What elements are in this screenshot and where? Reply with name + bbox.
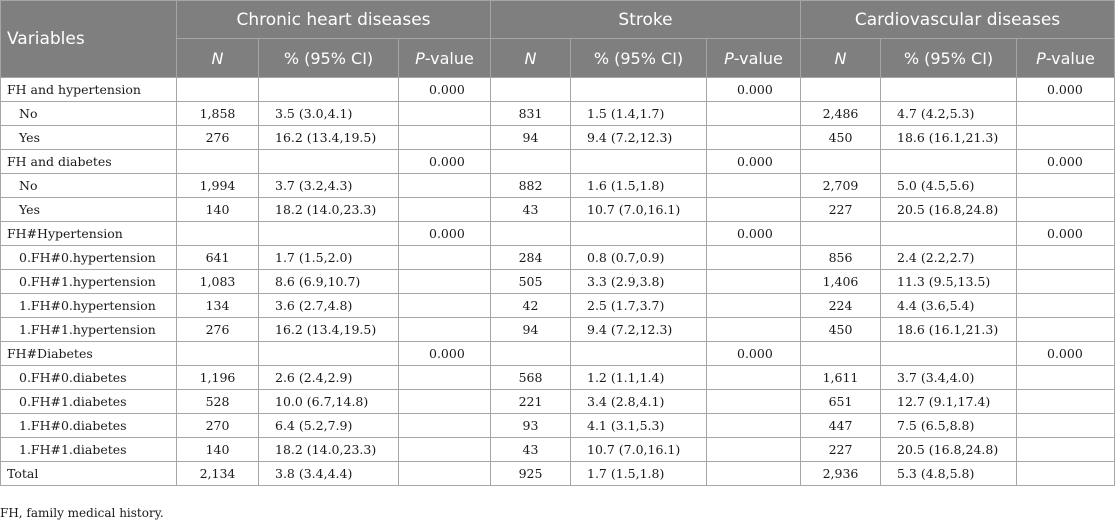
cell-pct-ci <box>881 150 1017 174</box>
cell-pct-ci <box>881 78 1017 102</box>
cell-pct-ci: 3.7 (3.2,4.3) <box>259 174 399 198</box>
cell-p-value <box>1017 390 1115 414</box>
cell-pct-ci: 2.6 (2.4,2.9) <box>259 366 399 390</box>
cell-pct-ci: 16.2 (13.4,19.5) <box>259 318 399 342</box>
cell-p-value <box>707 174 801 198</box>
cell-p-value <box>707 294 801 318</box>
row-label: 0.FH#0.diabetes <box>1 366 177 390</box>
row-label: FH and diabetes <box>1 150 177 174</box>
cell-pct-ci <box>881 222 1017 246</box>
cell-p-value: 0.000 <box>399 78 491 102</box>
cell-p-value <box>707 462 801 486</box>
cell-pct-ci: 3.8 (3.4,4.4) <box>259 462 399 486</box>
cell-pct-ci: 4.1 (3.1,5.3) <box>571 414 707 438</box>
row-label: No <box>1 102 177 126</box>
header-group-stroke: Stroke <box>491 1 801 39</box>
cell-n: 505 <box>491 270 571 294</box>
cell-pct-ci: 4.7 (4.2,5.3) <box>881 102 1017 126</box>
table-row <box>1 390 1115 414</box>
cell-p-value <box>1017 438 1115 462</box>
header-n: N <box>177 39 259 78</box>
header-n: N <box>491 39 571 78</box>
cell-n <box>801 150 881 174</box>
header-p-value: P-value <box>1017 39 1115 78</box>
cell-p-value <box>399 174 491 198</box>
cell-pct-ci: 1.7 (1.5,2.0) <box>259 246 399 270</box>
cell-pct-ci: 3.3 (2.9,3.8) <box>571 270 707 294</box>
cell-p-value <box>707 246 801 270</box>
row-label: Total <box>1 462 177 486</box>
cell-n: 227 <box>801 438 881 462</box>
cell-p-value <box>1017 366 1115 390</box>
cell-pct-ci: 0.8 (0.7,0.9) <box>571 246 707 270</box>
cell-pct-ci: 20.5 (16.8,24.8) <box>881 438 1017 462</box>
cell-pct-ci <box>571 78 707 102</box>
cell-pct-ci <box>571 150 707 174</box>
header-variables: Variables <box>1 1 177 78</box>
cell-n <box>177 78 259 102</box>
cell-n: 447 <box>801 414 881 438</box>
cell-n: 227 <box>801 198 881 222</box>
cell-pct-ci: 1.5 (1.4,1.7) <box>571 102 707 126</box>
cell-n: 450 <box>801 318 881 342</box>
cell-p-value <box>707 414 801 438</box>
cell-pct-ci <box>259 150 399 174</box>
cell-p-value <box>1017 294 1115 318</box>
cell-n: 1,858 <box>177 102 259 126</box>
table-row <box>1 78 1115 102</box>
row-label: Yes <box>1 126 177 150</box>
cell-pct-ci: 10.7 (7.0,16.1) <box>571 198 707 222</box>
cell-pct-ci: 3.5 (3.0,4.1) <box>259 102 399 126</box>
table-row <box>1 150 1115 174</box>
row-label: 1.FH#0.hypertension <box>1 294 177 318</box>
cell-pct-ci: 4.4 (3.6,5.4) <box>881 294 1017 318</box>
cell-p-value <box>399 438 491 462</box>
cell-p-value <box>399 462 491 486</box>
cell-n: 450 <box>801 126 881 150</box>
cell-p-value <box>1017 270 1115 294</box>
cell-n <box>801 78 881 102</box>
table-row <box>1 102 1115 126</box>
cell-n: 221 <box>491 390 571 414</box>
table-row <box>1 174 1115 198</box>
cell-n: 94 <box>491 318 571 342</box>
cell-pct-ci: 3.7 (3.4,4.0) <box>881 366 1017 390</box>
cell-p-value: 0.000 <box>399 342 491 366</box>
cell-p-value <box>707 438 801 462</box>
table-row <box>1 198 1115 222</box>
cell-n: 140 <box>177 438 259 462</box>
cell-p-value <box>707 318 801 342</box>
cell-pct-ci: 8.6 (6.9,10.7) <box>259 270 399 294</box>
cell-n: 641 <box>177 246 259 270</box>
table-row <box>1 294 1115 318</box>
cell-p-value <box>1017 246 1115 270</box>
cell-pct-ci: 1.2 (1.1,1.4) <box>571 366 707 390</box>
cell-pct-ci: 5.0 (4.5,5.6) <box>881 174 1017 198</box>
cell-n <box>491 78 571 102</box>
cell-pct-ci: 20.5 (16.8,24.8) <box>881 198 1017 222</box>
cell-p-value: 0.000 <box>707 222 801 246</box>
cell-pct-ci: 18.2 (14.0,23.3) <box>259 438 399 462</box>
cell-n: 1,083 <box>177 270 259 294</box>
table-row <box>1 462 1115 486</box>
cell-n: 528 <box>177 390 259 414</box>
cell-n <box>177 150 259 174</box>
cell-p-value <box>1017 126 1115 150</box>
header-pct-ci: % (95% CI) <box>881 39 1017 78</box>
cell-p-value: 0.000 <box>1017 222 1115 246</box>
table-row <box>1 318 1115 342</box>
header-p-value: P-value <box>707 39 801 78</box>
cell-n: 42 <box>491 294 571 318</box>
row-label: 1.FH#1.diabetes <box>1 438 177 462</box>
cell-n: 831 <box>491 102 571 126</box>
cell-p-value: 0.000 <box>707 78 801 102</box>
cell-pct-ci: 3.6 (2.7,4.8) <box>259 294 399 318</box>
cell-n: 134 <box>177 294 259 318</box>
row-label: 1.FH#0.diabetes <box>1 414 177 438</box>
row-label: FH#Hypertension <box>1 222 177 246</box>
cell-p-value <box>399 126 491 150</box>
cell-n: 1,611 <box>801 366 881 390</box>
header-group-chronic-heart-diseases: Chronic heart diseases <box>177 1 491 39</box>
cell-n: 882 <box>491 174 571 198</box>
row-label: No <box>1 174 177 198</box>
cell-p-value: 0.000 <box>1017 150 1115 174</box>
cell-p-value: 0.000 <box>1017 342 1115 366</box>
cell-pct-ci <box>881 342 1017 366</box>
cell-n: 276 <box>177 318 259 342</box>
cell-n: 1,994 <box>177 174 259 198</box>
cell-p-value <box>707 126 801 150</box>
cell-pct-ci: 6.4 (5.2,7.9) <box>259 414 399 438</box>
cell-n <box>801 342 881 366</box>
header-p-value: P-value <box>399 39 491 78</box>
cell-p-value <box>1017 174 1115 198</box>
cell-pct-ci: 9.4 (7.2,12.3) <box>571 126 707 150</box>
cell-n: 270 <box>177 414 259 438</box>
cell-pct-ci: 9.4 (7.2,12.3) <box>571 318 707 342</box>
cell-n: 2,936 <box>801 462 881 486</box>
cell-pct-ci: 10.0 (6.7,14.8) <box>259 390 399 414</box>
cell-p-value <box>399 102 491 126</box>
cell-p-value <box>707 198 801 222</box>
cell-n <box>177 222 259 246</box>
cell-pct-ci: 18.2 (14.0,23.3) <box>259 198 399 222</box>
row-label: 0.FH#1.diabetes <box>1 390 177 414</box>
cell-pct-ci <box>259 78 399 102</box>
cell-p-value <box>707 270 801 294</box>
cell-pct-ci: 7.5 (6.5,8.8) <box>881 414 1017 438</box>
row-label: FH and hypertension <box>1 78 177 102</box>
cell-pct-ci: 5.3 (4.8,5.8) <box>881 462 1017 486</box>
cell-p-value: 0.000 <box>707 342 801 366</box>
cell-pct-ci: 2.4 (2.2,2.7) <box>881 246 1017 270</box>
table-row <box>1 342 1115 366</box>
cell-p-value: 0.000 <box>399 150 491 174</box>
row-label: 0.FH#0.hypertension <box>1 246 177 270</box>
header-n: N <box>801 39 881 78</box>
cell-n <box>801 222 881 246</box>
header-group-cardiovascular-diseases: Cardiovascular diseases <box>801 1 1115 39</box>
cell-pct-ci <box>571 342 707 366</box>
cell-p-value <box>707 366 801 390</box>
cell-n: 43 <box>491 198 571 222</box>
table-footnote: FH, family medical history. <box>0 506 164 520</box>
cell-p-value <box>399 246 491 270</box>
cell-n: 43 <box>491 438 571 462</box>
cell-n: 925 <box>491 462 571 486</box>
table-row <box>1 222 1115 246</box>
cell-p-value <box>1017 414 1115 438</box>
cell-n <box>491 342 571 366</box>
cell-p-value <box>707 102 801 126</box>
table-row <box>1 366 1115 390</box>
cell-p-value <box>399 414 491 438</box>
header-pct-ci: % (95% CI) <box>259 39 399 78</box>
cell-n: 1,406 <box>801 270 881 294</box>
cell-pct-ci: 3.4 (2.8,4.1) <box>571 390 707 414</box>
cell-n: 2,486 <box>801 102 881 126</box>
cell-n <box>491 222 571 246</box>
cell-p-value <box>1017 462 1115 486</box>
cell-p-value <box>1017 102 1115 126</box>
cell-n: 2,709 <box>801 174 881 198</box>
header-pct-ci: % (95% CI) <box>571 39 707 78</box>
cell-p-value <box>1017 198 1115 222</box>
table-row <box>1 414 1115 438</box>
cell-n: 94 <box>491 126 571 150</box>
cell-p-value <box>399 294 491 318</box>
cell-p-value <box>1017 318 1115 342</box>
cell-n: 276 <box>177 126 259 150</box>
cell-pct-ci: 1.7 (1.5,1.8) <box>571 462 707 486</box>
cell-n: 568 <box>491 366 571 390</box>
table-row <box>1 438 1115 462</box>
cell-pct-ci <box>259 342 399 366</box>
table-row <box>1 126 1115 150</box>
cell-p-value: 0.000 <box>707 150 801 174</box>
table-header <box>1 1 1115 78</box>
cell-pct-ci: 11.3 (9.5,13.5) <box>881 270 1017 294</box>
cell-n: 856 <box>801 246 881 270</box>
cell-pct-ci: 12.7 (9.1,17.4) <box>881 390 1017 414</box>
cell-n <box>177 342 259 366</box>
cell-pct-ci: 10.7 (7.0,16.1) <box>571 438 707 462</box>
cell-p-value <box>399 270 491 294</box>
cell-p-value <box>399 318 491 342</box>
cell-p-value: 0.000 <box>1017 78 1115 102</box>
cell-n: 1,196 <box>177 366 259 390</box>
row-label: Yes <box>1 198 177 222</box>
cell-p-value <box>399 198 491 222</box>
cell-pct-ci: 1.6 (1.5,1.8) <box>571 174 707 198</box>
cell-n: 224 <box>801 294 881 318</box>
table-row <box>1 270 1115 294</box>
cell-pct-ci <box>571 222 707 246</box>
cell-p-value <box>707 390 801 414</box>
cell-n: 93 <box>491 414 571 438</box>
cell-pct-ci <box>259 222 399 246</box>
cell-n: 140 <box>177 198 259 222</box>
row-label: 1.FH#1.hypertension <box>1 318 177 342</box>
cell-n <box>491 150 571 174</box>
cell-pct-ci: 18.6 (16.1,21.3) <box>881 126 1017 150</box>
cell-n: 284 <box>491 246 571 270</box>
cell-p-value <box>399 366 491 390</box>
table-row <box>1 246 1115 270</box>
cell-n: 651 <box>801 390 881 414</box>
row-label: 0.FH#1.hypertension <box>1 270 177 294</box>
cell-pct-ci: 16.2 (13.4,19.5) <box>259 126 399 150</box>
row-label: FH#Diabetes <box>1 342 177 366</box>
cell-n: 2,134 <box>177 462 259 486</box>
cell-p-value: 0.000 <box>399 222 491 246</box>
cell-pct-ci: 18.6 (16.1,21.3) <box>881 318 1017 342</box>
cell-p-value <box>399 390 491 414</box>
cell-pct-ci: 2.5 (1.7,3.7) <box>571 294 707 318</box>
table-body <box>1 78 1115 486</box>
